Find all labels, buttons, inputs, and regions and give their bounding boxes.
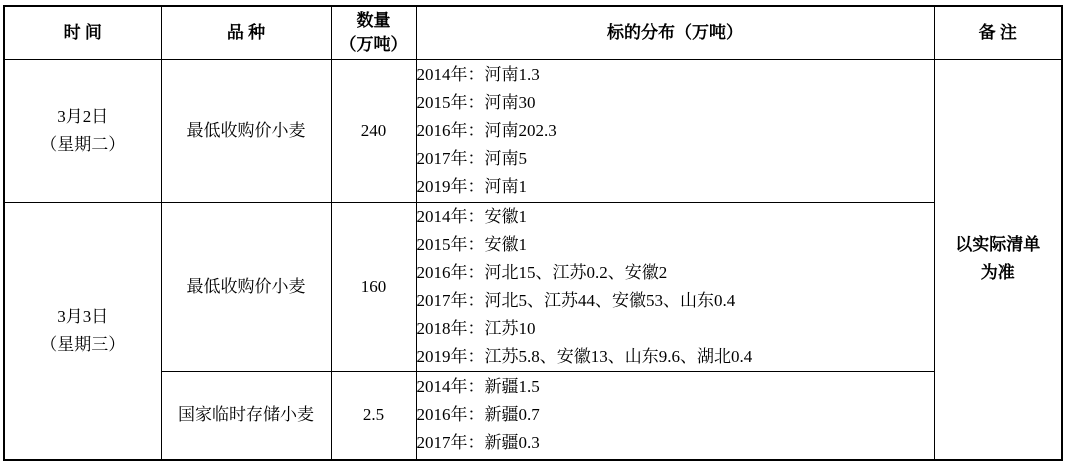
cell-quantity: 160 <box>331 202 416 371</box>
distribution-line: 2014年：河南1.3 <box>416 64 540 84</box>
time-weekday: （星期三） <box>40 334 126 354</box>
header-distribution <box>416 6 934 59</box>
distribution-line: 2019年：河南1 <box>416 176 527 196</box>
distribution-line: 2016年：新疆0.7 <box>416 405 540 425</box>
distribution-line: 2017年：新疆0.3 <box>416 433 540 453</box>
cell-time-march2 <box>4 59 161 202</box>
header-quantity-line2: （万吨） <box>339 34 408 54</box>
header-time-label: 时 间 <box>63 22 102 42</box>
cell-distribution <box>416 59 934 202</box>
header-quantity-line1: 数量 <box>356 10 391 30</box>
cell-time-march3 <box>4 202 161 460</box>
table-row-march3-minprice <box>4 202 1062 371</box>
time-weekday: （星期二） <box>40 134 126 154</box>
header-distribution-label: 标的分布（万吨） <box>607 22 743 42</box>
cell-quantity: 2.5 <box>331 371 416 460</box>
header-time <box>4 6 161 59</box>
distribution-line: 2016年：河南202.3 <box>416 120 557 140</box>
distribution-line: 2019年：江苏5.8、安徽13、山东9.6、湖北0.4 <box>416 346 753 366</box>
cell-variety: 最低收购价小麦 <box>161 202 331 371</box>
distribution-line: 2016年：河北15、江苏0.2、安徽2 <box>416 262 668 282</box>
distribution-line: 2014年：安徽1 <box>416 206 527 226</box>
auction-schedule-table <box>3 5 1063 461</box>
header-remark <box>934 6 1062 59</box>
cell-quantity: 240 <box>331 59 416 202</box>
table-row-march3-temp-storage <box>4 371 1062 460</box>
header-variety-label: 品 种 <box>226 22 266 42</box>
distribution-line: 2014年：新疆1.5 <box>416 377 540 397</box>
cell-variety: 最低收购价小麦 <box>161 59 331 202</box>
distribution-line: 2018年：江苏10 <box>416 318 536 338</box>
cell-distribution <box>416 202 934 371</box>
cell-variety: 国家临时存储小麦 <box>161 371 331 460</box>
distribution-line: 2015年：河南30 <box>416 92 536 112</box>
distribution-line: 2017年：河南5 <box>416 148 527 168</box>
header-variety <box>161 6 331 59</box>
cell-remark <box>934 59 1062 460</box>
cell-distribution <box>416 371 934 460</box>
time-date: 3月3日 <box>57 306 109 326</box>
header-row <box>4 6 1062 59</box>
time-date: 3月2日 <box>57 106 109 126</box>
remark-line1: 以实际清单 <box>955 235 1041 255</box>
remark-line2: 为准 <box>980 263 1015 283</box>
header-quantity <box>331 6 416 59</box>
table-row-march2 <box>4 59 1062 202</box>
distribution-line: 2017年：河北5、江苏44、安徽53、山东0.4 <box>416 290 736 310</box>
distribution-line: 2015年：安徽1 <box>416 234 527 254</box>
header-remark-label: 备 注 <box>978 22 1017 42</box>
